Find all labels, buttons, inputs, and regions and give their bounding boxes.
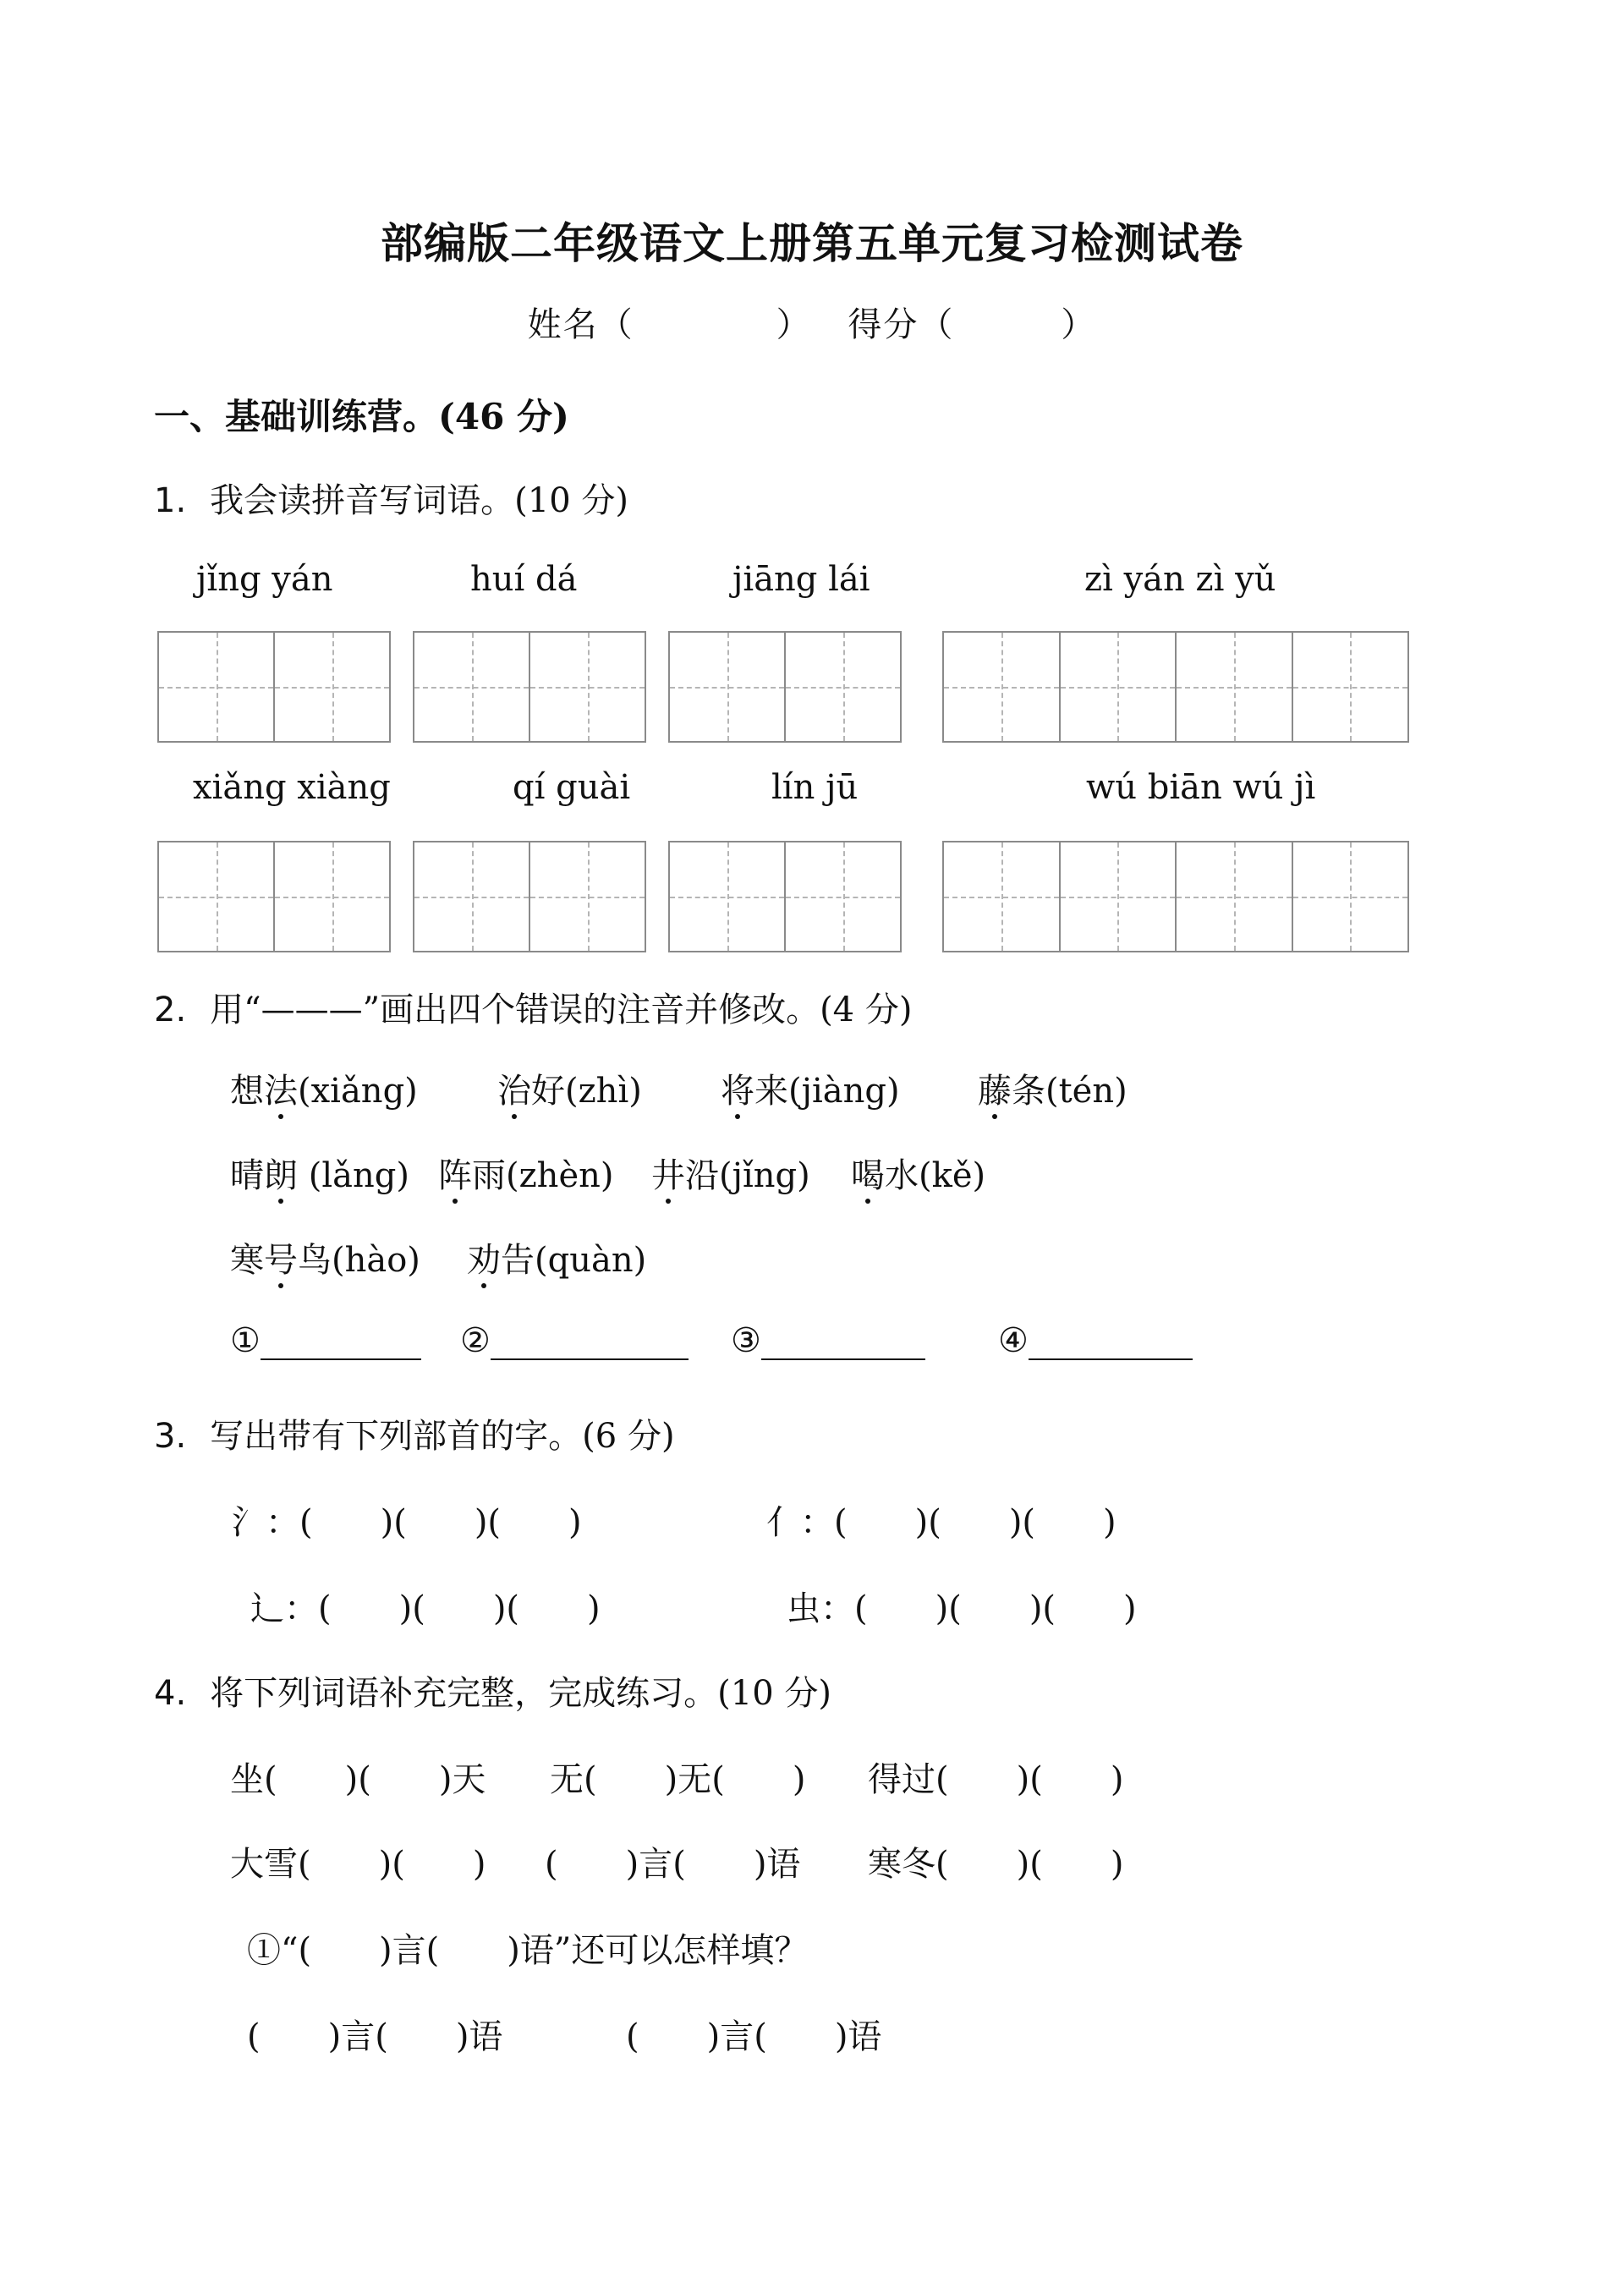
pinyin-label: xiǎng xiàng xyxy=(193,768,391,807)
pinyin-label: jiāng lái xyxy=(732,560,870,599)
pinyin-item: 治好(zhì) xyxy=(497,1072,642,1111)
question-text: 我会读拼音写词语。(10 分) xyxy=(210,481,628,520)
question-text: 用“———”画出四个错误的注音并修改。(4 分) xyxy=(210,991,913,1029)
pinyin-label: qí guài xyxy=(513,768,631,807)
idiom-blank[interactable]: 寒冬( )( ) xyxy=(868,1845,1124,1884)
writing-grid[interactable] xyxy=(157,841,391,952)
name-score-row xyxy=(0,298,1624,346)
question-number: 2. xyxy=(154,991,187,1029)
question-number: 3. xyxy=(154,1417,187,1456)
radical-row[interactable]: 辶：( )( )( ) xyxy=(250,1589,601,1628)
writing-grid[interactable] xyxy=(668,631,902,743)
pinyin-item: 藤条(tén) xyxy=(978,1072,1127,1111)
idiom-blank[interactable]: ( )言( )语 xyxy=(545,1845,801,1884)
writing-grid[interactable] xyxy=(668,841,902,952)
pinyin-item: 喝水(kě) xyxy=(851,1156,986,1195)
page-title: 部编版二年级语文上册第五单元复习检测试卷 xyxy=(381,219,1243,268)
writing-grid[interactable] xyxy=(942,841,1409,952)
idiom-blank[interactable]: 得过( )( ) xyxy=(868,1760,1124,1799)
answer-blank[interactable]: ④ xyxy=(998,1321,1193,1360)
idiom-blank[interactable]: 无( )无( ) xyxy=(550,1760,806,1799)
question-text: 将下列词语补充完整，完成练习。(10 分) xyxy=(210,1674,831,1713)
pinyin-item: 劝告(quàn) xyxy=(467,1241,647,1280)
name-field[interactable]: 姓名（ ） xyxy=(527,305,812,344)
radical-row[interactable]: 氵：( )( )( ) xyxy=(232,1503,582,1542)
score-field[interactable]: 得分（ ） xyxy=(848,305,1097,344)
writing-grid[interactable] xyxy=(413,631,646,743)
question-2 xyxy=(154,983,912,1031)
pinyin-item: 阵雨(zhèn) xyxy=(438,1156,614,1195)
idiom-blank[interactable]: 大雪( )( ) xyxy=(230,1845,486,1884)
question-text: 写出带有下列部首的字。(6 分) xyxy=(210,1417,675,1456)
sub-question: ①“( )言( )语”还可以怎样填？ xyxy=(247,1931,809,1970)
pinyin-item: 将来(jiàng) xyxy=(721,1072,900,1111)
question-4 xyxy=(154,1666,831,1715)
pinyin-label: jǐng yán xyxy=(196,560,333,599)
pinyin-label: wú biān wú jì xyxy=(1086,768,1316,807)
idiom-blank[interactable]: 坐( )( )天 xyxy=(230,1760,486,1799)
answer-blank[interactable]: ① xyxy=(230,1321,421,1360)
pinyin-item: 寒号鸟(hào) xyxy=(230,1241,420,1280)
question-number: 4. xyxy=(154,1674,187,1713)
pinyin-item: 井沿(jǐng) xyxy=(651,1156,810,1195)
writing-grid[interactable] xyxy=(413,841,646,952)
section-heading: 一、基础训练营。(46 分) xyxy=(154,396,569,437)
answer-blank[interactable]: ② xyxy=(460,1321,689,1360)
idiom-fill[interactable]: ( )言( )语 xyxy=(247,2017,503,2056)
writing-grid[interactable] xyxy=(942,631,1409,743)
radical-row[interactable]: 虫：( )( )( ) xyxy=(787,1589,1137,1628)
idiom-fill[interactable]: ( )言( )语 xyxy=(626,2017,882,2056)
radical-row[interactable]: 亻：( )( )( ) xyxy=(766,1503,1116,1542)
question-number: 1. xyxy=(154,481,187,520)
question-3 xyxy=(154,1409,675,1457)
pinyin-label: huí dá xyxy=(470,560,578,599)
pinyin-item: 想法(xiǎng) xyxy=(230,1072,418,1111)
writing-grid[interactable] xyxy=(157,631,391,743)
pinyin-item: 晴朗 (lǎng) xyxy=(230,1156,409,1195)
pinyin-label: lín jū xyxy=(771,768,859,807)
question-1 xyxy=(154,474,628,522)
pinyin-label: zì yán zì yǔ xyxy=(1084,560,1276,599)
answer-blank[interactable]: ③ xyxy=(731,1321,925,1360)
